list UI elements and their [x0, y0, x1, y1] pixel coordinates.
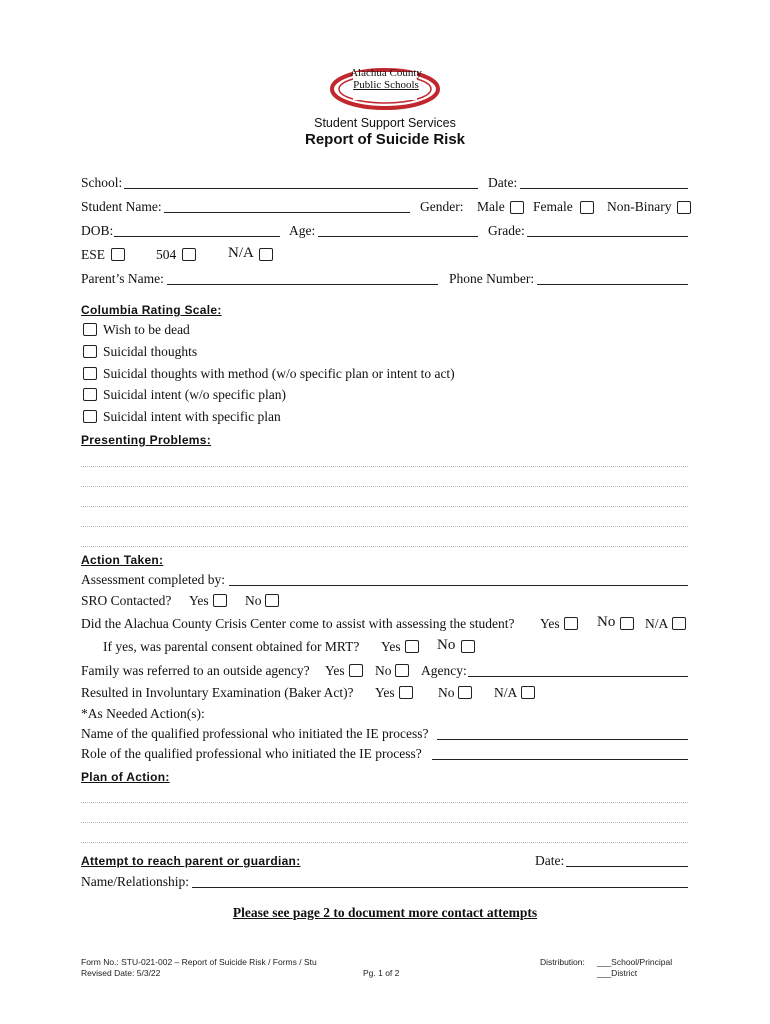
- phone-field[interactable]: [537, 284, 688, 285]
- gender-label: Gender:: [420, 199, 464, 214]
- baker-na-checkbox[interactable]: [521, 686, 535, 699]
- male-label: Male: [477, 199, 505, 214]
- sro-label: SRO Contacted?: [81, 593, 172, 608]
- dob-label: DOB:: [81, 223, 114, 238]
- family-yes-checkbox[interactable]: [349, 664, 363, 677]
- attempt-heading: Attempt to reach parent or guardian:: [81, 854, 301, 868]
- plan-line[interactable]: [81, 802, 688, 803]
- non-binary-checkbox[interactable]: [677, 201, 691, 214]
- school-field[interactable]: [124, 188, 478, 189]
- ese-checkbox[interactable]: [111, 248, 125, 261]
- attempt-date-label: Date:: [535, 853, 565, 868]
- presenting-line[interactable]: [81, 546, 688, 547]
- attempt-date-field[interactable]: [566, 866, 688, 867]
- non-binary-label: Non-Binary: [607, 199, 672, 214]
- consent-label: If yes, was parental consent obtained for MRT?: [103, 639, 360, 654]
- consent-no-label: No: [437, 637, 456, 653]
- baker-yes-label: Yes: [375, 685, 395, 700]
- columbia-heading: Columbia Rating Scale:: [81, 303, 222, 317]
- distribution-label: Distribution:: [540, 957, 585, 967]
- consent-yes-label: Yes: [381, 639, 401, 654]
- baker-na-label: N/A: [494, 685, 518, 700]
- page-title: Report of Suicide Risk: [304, 131, 466, 148]
- male-checkbox[interactable]: [510, 201, 524, 214]
- crisis-na-label: N/A: [645, 616, 669, 631]
- age-label: Age:: [289, 223, 316, 238]
- intent-plan-checkbox[interactable]: [83, 410, 97, 423]
- ese-label: ESE: [81, 247, 106, 262]
- sro-yes-label: Yes: [189, 593, 209, 608]
- intent-no-plan-checkbox[interactable]: [83, 388, 97, 401]
- name-relationship-label: Name/Relationship:: [81, 874, 189, 889]
- grade-label: Grade:: [488, 223, 525, 238]
- presenting-line[interactable]: [81, 526, 688, 527]
- columbia-item: Suicidal intent (w/o specific plan): [103, 387, 286, 402]
- presenting-line[interactable]: [81, 506, 688, 507]
- parent-name-field[interactable]: [167, 284, 438, 285]
- baker-no-label: No: [438, 685, 455, 700]
- baker-yes-checkbox[interactable]: [399, 686, 413, 699]
- na-label: N/A: [228, 245, 254, 261]
- presenting-line[interactable]: [81, 486, 688, 487]
- sro-yes-checkbox[interactable]: [213, 594, 227, 607]
- female-label: Female: [533, 199, 573, 214]
- family-yes-label: Yes: [325, 663, 345, 678]
- distribution-school: ___School/Principal: [597, 957, 673, 967]
- 504-label: 504: [156, 247, 177, 262]
- crisis-yes-label: Yes: [540, 616, 560, 631]
- plan-line[interactable]: [81, 822, 688, 823]
- crisis-yes-checkbox[interactable]: [564, 617, 578, 630]
- student-name-field[interactable]: [164, 212, 410, 213]
- family-no-checkbox[interactable]: [395, 664, 409, 677]
- qp-role-field[interactable]: [432, 759, 688, 760]
- logo-line2: Public Schools: [353, 79, 419, 91]
- na-checkbox[interactable]: [259, 248, 273, 261]
- sro-no-checkbox[interactable]: [265, 594, 279, 607]
- department-name: Student Support Services: [314, 116, 456, 130]
- family-label: Family was referred to an outside agency?: [81, 663, 310, 678]
- 504-checkbox[interactable]: [182, 248, 196, 261]
- date-label: Date:: [488, 175, 518, 190]
- page2-note: Please see page 2 to document more contact attempts: [232, 905, 538, 920]
- crisis-na-checkbox[interactable]: [672, 617, 686, 630]
- suicidal-thoughts-checkbox[interactable]: [83, 345, 97, 358]
- agency-field[interactable]: [468, 676, 688, 677]
- baker-label: Resulted in Involuntary Examination (Baker Act)?: [81, 685, 354, 700]
- crisis-no-checkbox[interactable]: [620, 617, 634, 630]
- phone-label: Phone Number:: [449, 271, 535, 286]
- distribution-district: ___District: [597, 968, 638, 978]
- wish-dead-checkbox[interactable]: [83, 323, 97, 336]
- crisis-label: Did the Alachua County Crisis Center come to assist with assessing the student?: [81, 616, 515, 631]
- form-number: Form No.: STU-021-002 – Report of Suicide Risk / Forms / Stu: [81, 957, 317, 967]
- grade-field[interactable]: [527, 236, 688, 237]
- as-needed-label: *As Needed Action(s):: [81, 706, 205, 721]
- columbia-item: Suicidal thoughts: [103, 344, 198, 359]
- plan-heading: Plan of Action:: [81, 770, 170, 784]
- qp-name-field[interactable]: [437, 739, 688, 740]
- presenting-heading: Presenting Problems:: [81, 433, 212, 447]
- qp-role-label: Role of the qualified professional who initiated the IE process?: [81, 746, 422, 761]
- logo-line1: Alachua County: [350, 67, 422, 79]
- consent-no-checkbox[interactable]: [461, 640, 475, 653]
- sro-no-label: No: [245, 593, 262, 608]
- baker-no-checkbox[interactable]: [458, 686, 472, 699]
- assessment-label: Assessment completed by:: [81, 572, 225, 587]
- action-heading: Action Taken:: [81, 553, 164, 567]
- agency-label: Agency:: [421, 663, 467, 678]
- qp-name-label: Name of the qualified professional who initiated the IE process?: [81, 726, 429, 741]
- parent-name-label: Parent’s Name:: [81, 271, 164, 286]
- presenting-line[interactable]: [81, 466, 688, 467]
- dob-field[interactable]: [114, 236, 280, 237]
- female-checkbox[interactable]: [580, 201, 594, 214]
- plan-line[interactable]: [81, 842, 688, 843]
- revised-date: Revised Date: 5/3/22: [81, 968, 161, 978]
- columbia-item: Wish to be dead: [103, 322, 190, 337]
- crisis-no-label: No: [597, 614, 616, 630]
- thoughts-method-checkbox[interactable]: [83, 367, 97, 380]
- age-field[interactable]: [318, 236, 478, 237]
- consent-yes-checkbox[interactable]: [405, 640, 419, 653]
- date-field[interactable]: [520, 188, 688, 189]
- page-number: Pg. 1 of 2: [363, 968, 400, 978]
- student-name-label: Student Name:: [81, 199, 162, 214]
- assessment-field[interactable]: [229, 585, 688, 586]
- family-no-label: No: [375, 663, 392, 678]
- columbia-item: Suicidal intent with specific plan: [103, 409, 281, 424]
- school-label: School:: [81, 175, 123, 190]
- name-relationship-field[interactable]: [192, 887, 688, 888]
- columbia-item: Suicidal thoughts with method (w/o specific plan or intent to act): [103, 366, 455, 381]
